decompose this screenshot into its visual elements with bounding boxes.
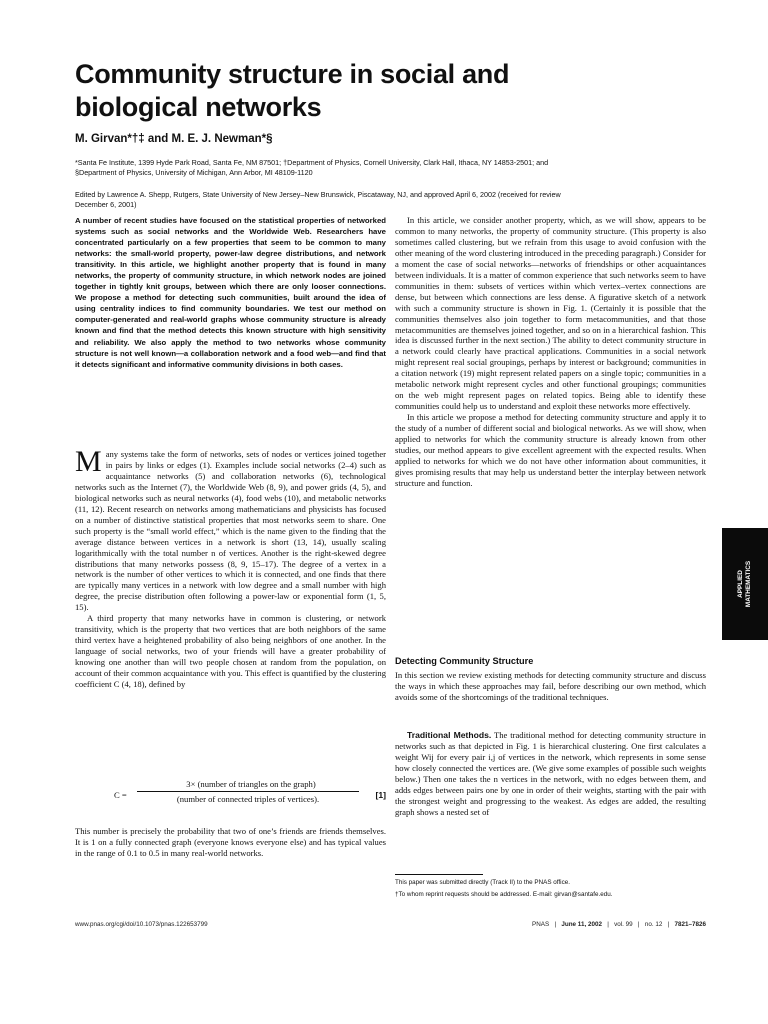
section-intro-paragraph: In this section we review existing methods for detecting community structure and discuss the ways in which these approaches may fail, before describing our own method, which avoids some of the shortcomings of the traditional techniques.	[395, 670, 706, 702]
footer-citation	[395, 921, 706, 928]
right-column-intro	[395, 215, 706, 489]
footnote-rule	[395, 874, 483, 875]
drop-cap: M	[75, 445, 102, 478]
equation-denominator	[137, 794, 359, 804]
footer-separator: |	[607, 921, 609, 928]
editor-note	[75, 190, 695, 210]
fraction-bar	[137, 791, 359, 792]
editor-note-line-1: Edited by Lawrence A. Shepp, Rutgers, State University of New Jersey–New Brunswick, Piscataway, NJ, and approved April 6, 2002 (received for review	[75, 190, 561, 199]
editor-note-line-2: December 6, 2001)	[75, 200, 137, 209]
title-line-1: Community structure in social and	[75, 59, 510, 89]
traditional-methods-body: The traditional method for detecting community structure in networks such as that depicted in Fig. 1 is hierarchical clustering. One first calculates a weight Wij for every pair i,j of vertices in the network, which represents in some sense how closely connected the vertices are. (We give some examples of possible such weights below.) Then one takes the n vertices in the network, with no edges between them, and adds edges between pairs one by one in order of their weights, starting with the pair with the strongest weight and progressing to the weakest. As edges are added, the resulting graph shows a nested set of	[395, 730, 706, 817]
equation-1	[75, 779, 386, 815]
equation-number: [1]	[375, 790, 386, 800]
footer-pages: 7821–7826	[674, 921, 706, 928]
footer-date: June 11, 2002	[561, 921, 602, 928]
affiliation-line-1: *Santa Fe Institute, 1399 Hyde Park Road, Santa Fe, NM 87501; †Department of Physics, Cornell University, Clark Hall, Ithaca, NY 14853-2501; and	[75, 158, 549, 167]
paper-title	[75, 58, 635, 124]
intro-paragraph-1-text: any systems take the form of networks, sets of nodes or vertices joined together in pairs by links or edges (1). Examples include social networks (2–4) such as acquaintance networks (5) and collaboration networks (6), technological networks such as the Internet (7), the Worldwide Web (8, 9), and power grids (4, 5), and biological networks such as neural networks (4), food webs (10), and metabolic networks (11, 12). Recent research on networks among mathematicians and physicists has focused on a number of distinctive statistical properties that most networks seem to share. One such property is the “small world effect,” which is the name given to the finding that the average distance between vertices in a network is short (13, 14), usually scaling logarithmically with the total number n of vertices. Another is the right-skewed degree distributions that many networks possess (8, 9, 15–17). The degree of a vertex in a network is the number of other vertices to which it is connected, and one finds that there are typically many vertices in a network with low degree and a small number with high degree, the precise distribution often following a power-law or exponential form (1, 5, 15).	[75, 449, 386, 613]
section-heading: Detecting Community Structure	[395, 656, 534, 666]
intro-paragraph-3: This number is precisely the probability that two of one’s friends are friends themselves. It is 1 on a fully connected graph (everyone knows everyone else) and has typical values in the range of 0.1 to 0.5 in many real-world networks.	[75, 826, 386, 858]
affiliations	[75, 158, 695, 178]
footer-separator: |	[637, 921, 640, 928]
traditional-methods-paragraph	[395, 730, 706, 818]
authors: M. Girvan*†‡ and M. E. J. Newman*§	[75, 133, 273, 145]
equation-lhs: C =	[114, 790, 127, 800]
right-paragraph-2: In this article we propose a method for detecting community structure and apply it to the study of a number of different social and biological networks. As we will show, when applied to networks for which the community structure is already known from other studies, our method appears to give excellent agreement with the expected results. When applied to networks for which we do not have other information about communities, it gives promising results that may help us understand better the interplay between network structure and function.	[395, 412, 706, 488]
section-tab-line-1: APPLIED	[737, 570, 744, 598]
footnote-correspondence: †To whom reprint requests should be addressed. E-mail: girvan@santafe.edu.	[395, 891, 613, 898]
equation-denominator-text: (number of connected triples of vertices)	[176, 794, 317, 804]
section-tab-line-2: MATHEMATICS	[745, 560, 752, 608]
section-tab-label	[737, 561, 753, 607]
equation-numerator: 3× (number of triangles on the graph)	[186, 779, 316, 789]
footer-doi-url: www.pnas.org/cgi/doi/10.1073/pnas.122653799	[75, 921, 208, 928]
footnote-submission: This paper was submitted directly (Track II) to the PNAS office.	[395, 879, 570, 886]
footer-separator: |	[667, 921, 670, 928]
intro-paragraph-2: A third property that many networks have in common is clustering, or network transitivity, which is the property that two vertices that are both neighbors of the same third vertex have a heightened probability of also being neighbors of one another. In the language of social networks, two of your friends will have a greater probability of knowing one another than will two people chosen at random from the population, on account of their common acquaintance with you. This effect is quantified by the clustering coefficient C (4, 18), defined by	[75, 613, 386, 690]
footer-number: no. 12	[644, 921, 663, 928]
intro-paragraph-1	[75, 445, 386, 613]
abstract: A number of recent studies have focused on the statistical properties of networked systems such as social networks and the Worldwide Web. Researchers have concentrated particularly on a few properties that seem to be common to many networks: the small-world property, power-law degree distributions, and network transitivity. In this article, we highlight another property that is found in many networks, the property of community structure, in which network nodes are joined together in tightly knit groups, between which there are only looser connections. We propose a method for detecting such communities, built around the idea of using centrality indices to find community boundaries. We test our method on computer-generated and real-world graphs whose community structure is already known and find that the method detects this known structure with high sensitivity and reliability. We also apply the method to two networks whose community structure is not well known—a collaboration network and a food web—and find that it detects significant and informative community divisions in both cases.	[75, 216, 386, 369]
title-line-2: biological networks	[75, 92, 322, 122]
footer-volume: vol. 99	[614, 921, 633, 928]
footer-journal: PNAS	[532, 921, 550, 928]
footer-separator: |	[554, 921, 557, 928]
right-paragraph-1: In this article, we consider another property, which, as we will show, appears to be common to many networks, the property of community structure. (This property is also sometimes called clustering, but we refrain from this usage to avoid confusion with the other meaning of the word clustering introduced in the preceding paragraph.) Consider for a moment the case of social networks—networks of friendships or other acquaintances between individuals. It is a matter of common experience that such networks seem to have communities in them: subsets of vertices within which vertex–vertex connections are dense, but between which connections are less dense. A figurative sketch of a network with such a community structure is shown in Fig. 1. (Certainly it is possible that the communities themselves also join together to form metacommunities, and that those metacommunities are themselves joined together, and so on in a hierarchical fashion. This idea is discussed further in the next section.) The ability to detect community structure in a network could clearly have practical applications. Communities in a social network might represent real social groupings, perhaps by interest or background; communities in a citation network (19) might represent related papers on a single topic; communities in a metabolic network might represent cycles and other functional groupings; communities on the web might represent pages on related topics. Being able to identify these communities could help us to understand and exploit these networks more effectively.	[395, 215, 706, 412]
intro-block	[75, 445, 386, 690]
affiliation-line-2: §Department of Physics, University of Michigan, Ann Arbor, MI 48109-1120	[75, 168, 313, 177]
section-tab	[722, 528, 768, 640]
traditional-methods-text	[395, 730, 706, 818]
subsection-heading: Traditional Methods.	[407, 730, 492, 740]
equation-period: .	[316, 794, 320, 804]
